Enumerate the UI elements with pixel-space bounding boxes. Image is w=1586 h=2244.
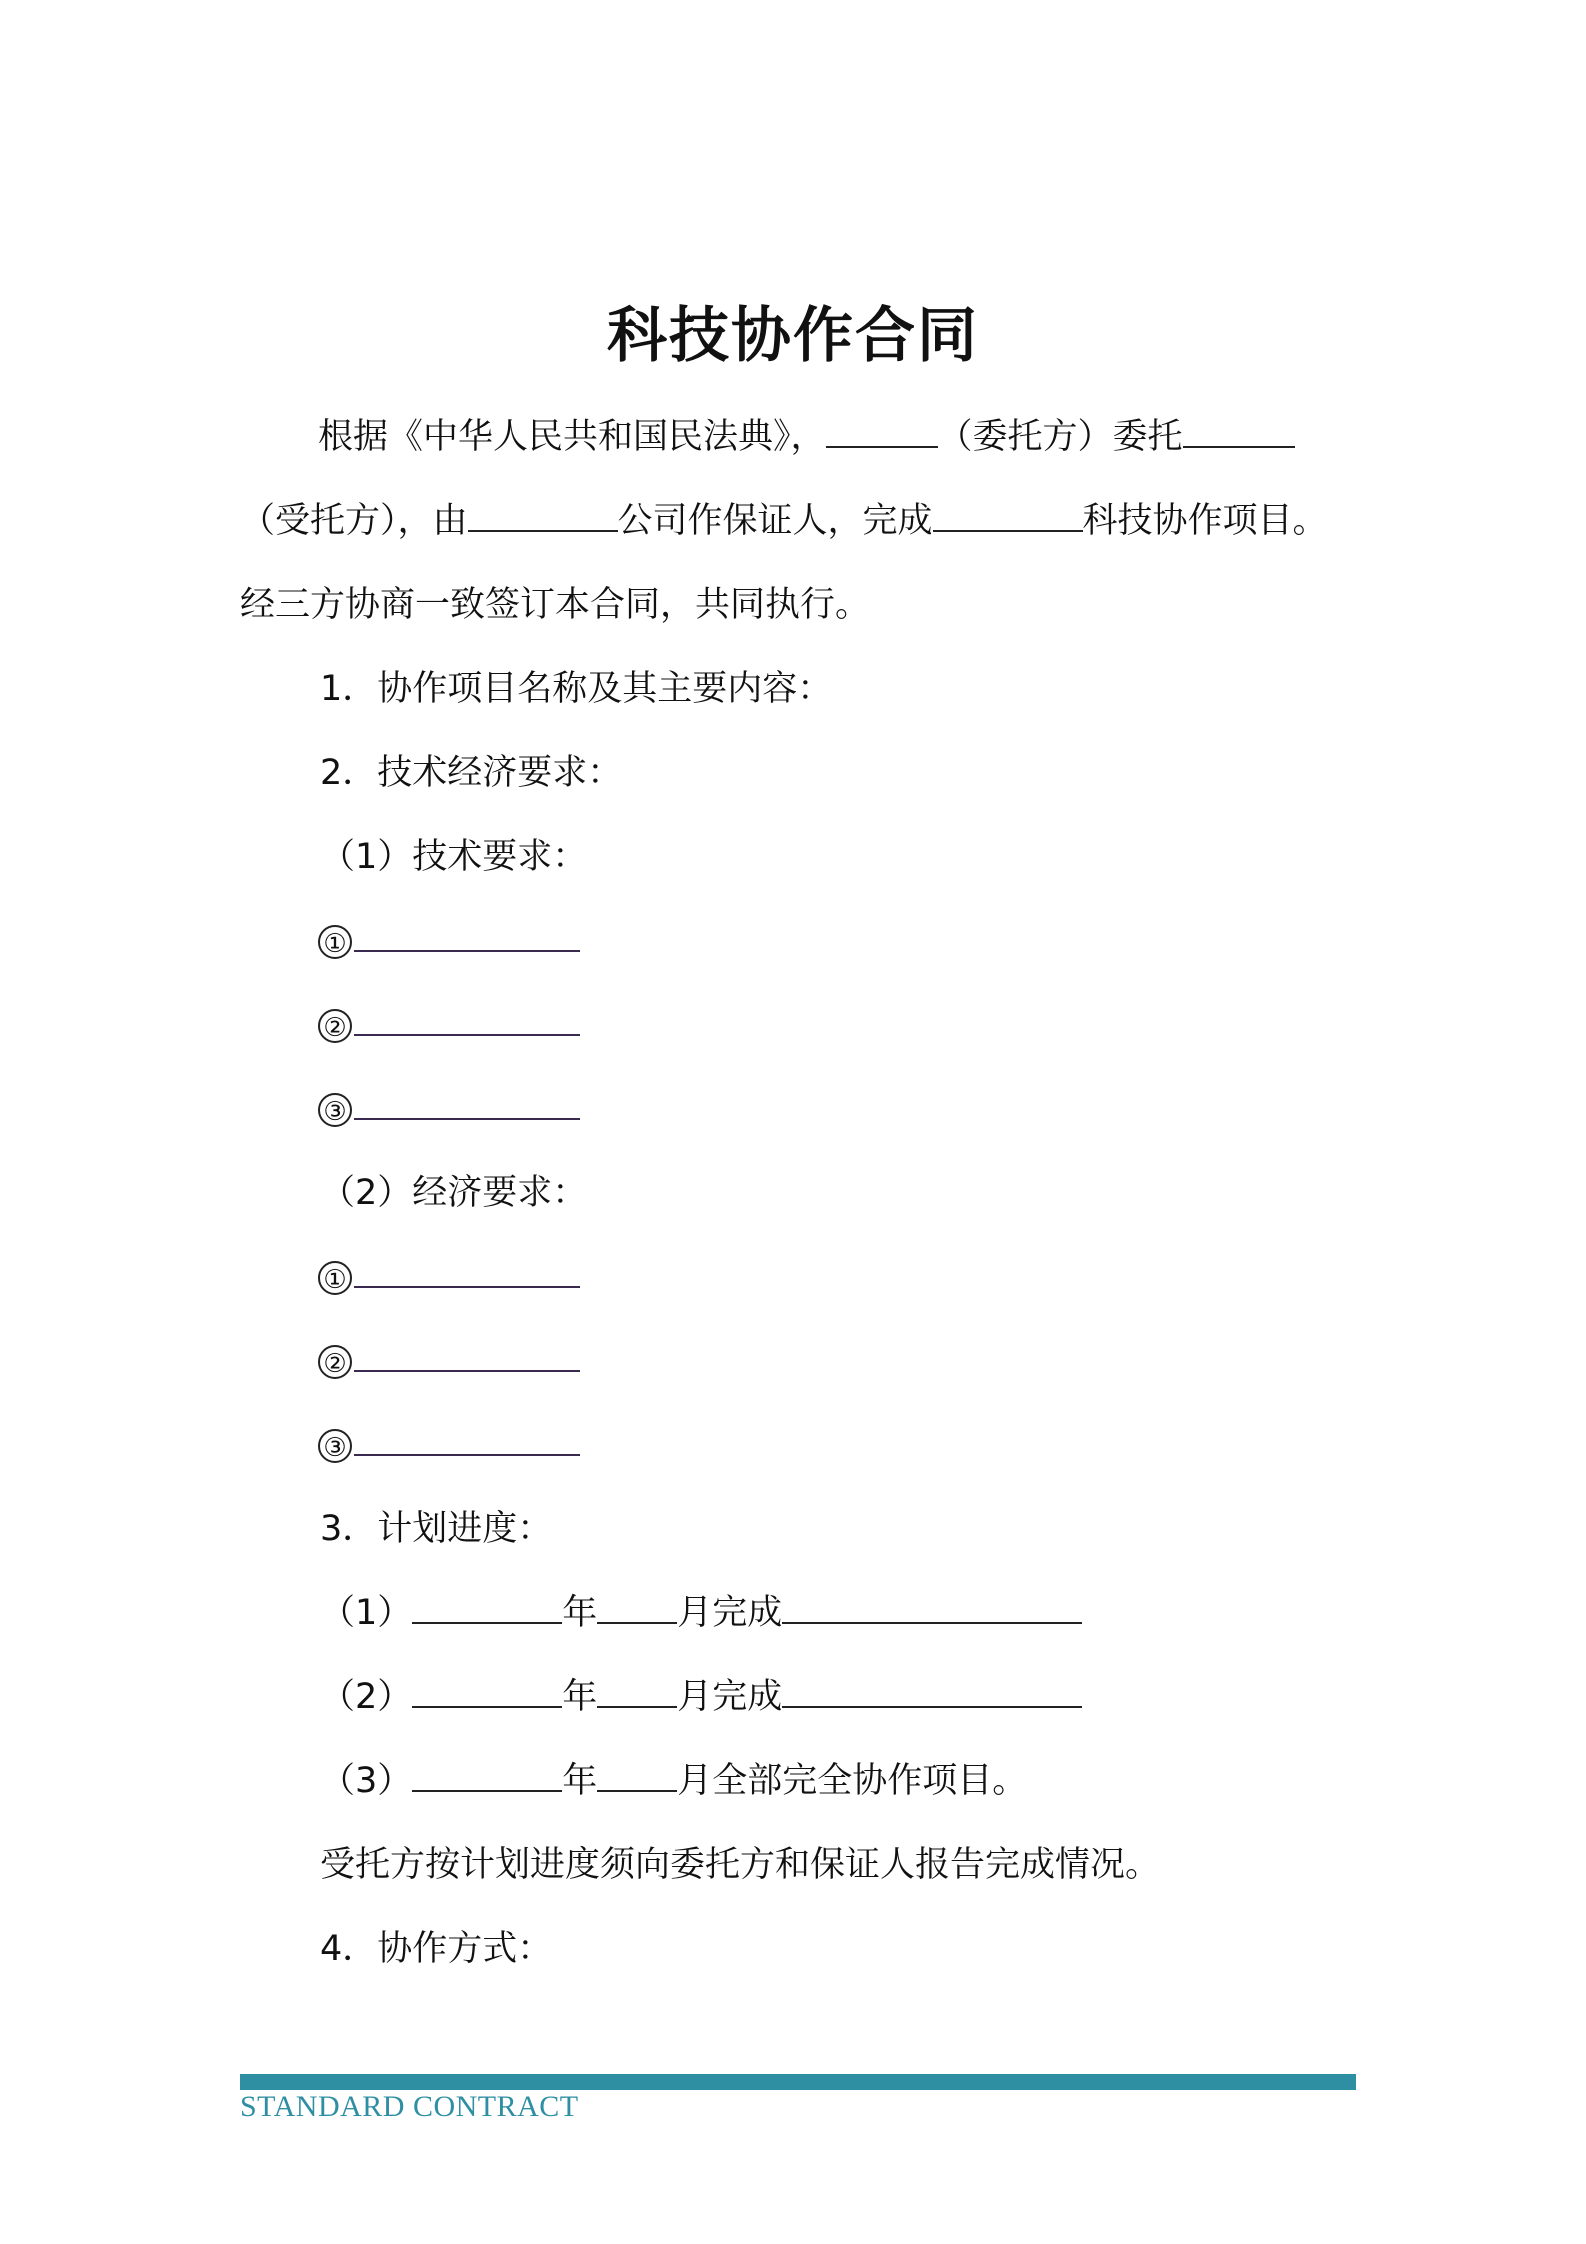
intro-line-2 bbox=[240, 496, 1328, 546]
section-3-heading: 3．计划进度： bbox=[320, 1509, 553, 1549]
tech-item-blank[interactable] bbox=[354, 916, 580, 952]
intro-text: 根据《中华人民共和国民法典》， bbox=[318, 417, 826, 457]
item-mark: ① bbox=[318, 925, 352, 959]
plan-row-2 bbox=[320, 1672, 1082, 1722]
section-1-heading: 1．协作项目名称及其主要内容： bbox=[320, 669, 833, 709]
section-4-heading: 4．协作方式： bbox=[320, 1929, 553, 1969]
tech-item-3 bbox=[318, 1084, 580, 1134]
page-title: 科技协作合同 bbox=[607, 301, 979, 371]
econ-item-blank[interactable] bbox=[354, 1420, 580, 1456]
section-2-2-heading: （2）经济要求： bbox=[320, 1173, 588, 1213]
tech-item-2 bbox=[318, 1000, 580, 1050]
econ-item-1 bbox=[318, 1252, 580, 1302]
econ-item-3 bbox=[318, 1420, 580, 1470]
month-blank[interactable] bbox=[597, 1756, 677, 1792]
client-blank[interactable] bbox=[826, 412, 938, 448]
footer-label: STANDARD CONTRACT bbox=[240, 2090, 579, 2123]
tech-item-1 bbox=[318, 916, 580, 966]
intro-line-1 bbox=[318, 412, 1295, 462]
milestone-blank[interactable] bbox=[782, 1588, 1082, 1624]
contractor-blank[interactable] bbox=[1183, 412, 1295, 448]
month-label: 月完成 bbox=[677, 1593, 783, 1633]
footer-rule bbox=[240, 2074, 1356, 2090]
month-blank[interactable] bbox=[597, 1588, 677, 1624]
project-blank[interactable] bbox=[933, 496, 1083, 532]
plan-prefix: （3） bbox=[320, 1761, 413, 1801]
intro-text: 公司作保证人，完成 bbox=[617, 501, 933, 541]
month-blank[interactable] bbox=[597, 1672, 677, 1708]
section-2-1-heading: （1）技术要求： bbox=[320, 837, 588, 877]
month-label: 月完成 bbox=[677, 1677, 783, 1717]
intro-text: （受托方），由 bbox=[240, 501, 468, 541]
item-mark: ③ bbox=[318, 1429, 352, 1463]
tech-item-blank[interactable] bbox=[354, 1000, 580, 1036]
year-label: 年 bbox=[562, 1761, 598, 1801]
plan-prefix: （2） bbox=[320, 1677, 413, 1717]
year-blank[interactable] bbox=[412, 1756, 562, 1792]
plan-row-3 bbox=[320, 1756, 1027, 1806]
month-label: 月全部完全协作项目。 bbox=[677, 1761, 1028, 1801]
year-blank[interactable] bbox=[412, 1588, 562, 1624]
tech-item-blank[interactable] bbox=[354, 1084, 580, 1120]
econ-item-blank[interactable] bbox=[354, 1336, 580, 1372]
econ-item-blank[interactable] bbox=[354, 1252, 580, 1288]
year-blank[interactable] bbox=[412, 1672, 562, 1708]
section-2-heading: 2．技术经济要求： bbox=[320, 753, 623, 793]
item-mark: ① bbox=[318, 1261, 352, 1295]
item-mark: ③ bbox=[318, 1093, 352, 1127]
plan-row-1 bbox=[320, 1588, 1082, 1638]
intro-line-3: 经三方协商一致签订本合同，共同执行。 bbox=[240, 585, 871, 625]
intro-text: （委托方）委托 bbox=[937, 417, 1183, 457]
year-label: 年 bbox=[562, 1677, 598, 1717]
intro-text: 科技协作项目。 bbox=[1082, 501, 1328, 541]
item-mark: ② bbox=[318, 1345, 352, 1379]
item-mark: ② bbox=[318, 1009, 352, 1043]
milestone-blank[interactable] bbox=[782, 1672, 1082, 1708]
plan-prefix: （1） bbox=[320, 1593, 413, 1633]
year-label: 年 bbox=[562, 1593, 598, 1633]
report-clause: 受托方按计划进度须向委托方和保证人报告完成情况。 bbox=[320, 1845, 1161, 1885]
econ-item-2 bbox=[318, 1336, 580, 1386]
guarantor-blank[interactable] bbox=[468, 496, 618, 532]
